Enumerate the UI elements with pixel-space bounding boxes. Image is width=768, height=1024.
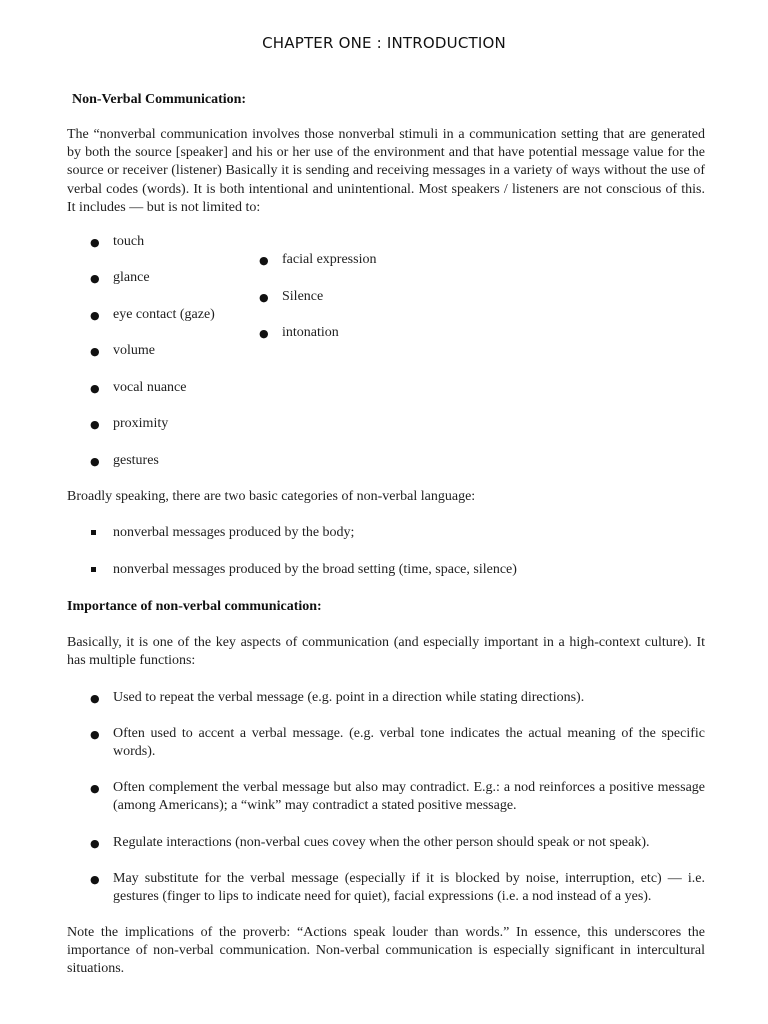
bullet-icon: ●	[90, 873, 100, 886]
bullet-icon: ●	[90, 309, 100, 322]
list-item: proximity	[113, 416, 169, 431]
bullet-icon: ●	[90, 236, 100, 249]
square-bullet-icon	[91, 530, 96, 535]
chapter-title: CHAPTER ONE : INTRODUCTION	[262, 34, 506, 52]
list-item: Silence	[282, 289, 324, 304]
list-item: gestures	[113, 453, 159, 468]
bullet-icon: ●	[90, 837, 100, 850]
categories-intro: Broadly speaking, there are two basic categories of non-verbal language:	[67, 489, 476, 504]
list-item: vocal nuance	[113, 380, 187, 395]
section-heading-importance: Importance of non-verbal communication:	[67, 599, 322, 614]
category-item: nonverbal messages produced by the body;	[113, 525, 355, 540]
bullet-icon: ●	[90, 272, 100, 285]
category-item: nonverbal messages produced by the broad setting (time, space, silence)	[113, 562, 517, 577]
list-item: volume	[113, 343, 155, 358]
function-item: Often used to accent a verbal message. (e.g. verbal tone indicates the actual meaning of the specific words).	[113, 726, 705, 760]
bullet-icon: ●	[90, 418, 100, 431]
bullet-icon: ●	[90, 345, 100, 358]
list-item: eye contact (gaze)	[113, 307, 215, 322]
bullet-icon: ●	[90, 455, 100, 468]
bullet-icon: ●	[90, 692, 100, 705]
square-bullet-icon	[91, 567, 96, 572]
bullet-icon: ●	[259, 254, 269, 267]
bullet-icon: ●	[90, 728, 100, 741]
intro-paragraph: The “nonverbal communication involves those nonverbal stimuli in a communication setting that are generated by both the source [speaker] and his or her use of the environment and that have potential message value for the source or receiver (listener) Basically it is sending and receiving messages in a variety of ways without the use of verbal codes (words). It is both intentional and unintentional. Most speakers / listeners are not conscious of this. It includes — but is not limited to:	[67, 127, 705, 215]
section-heading-nonverbal: Non-Verbal Communication:	[72, 92, 247, 107]
bullet-icon: ●	[259, 327, 269, 340]
function-item: Regulate interactions (non-verbal cues covey when the other person should speak or not speak).	[113, 835, 650, 850]
list-item: touch	[113, 234, 145, 249]
list-item: intonation	[282, 325, 339, 340]
bullet-icon: ●	[259, 291, 269, 304]
closing-paragraph: Note the implications of the proverb: “Actions speak louder than words.” In essence, this underscores the importance of non-verbal communication. Non-verbal communication is especially significant in intercultural situations.	[67, 925, 705, 977]
list-item: facial expression	[282, 252, 377, 267]
bullet-icon: ●	[90, 782, 100, 795]
bullet-icon: ●	[90, 382, 100, 395]
importance-intro: Basically, it is one of the key aspects of communication (and especially important in a high-context culture). It has multiple functions:	[67, 635, 705, 669]
function-item: May substitute for the verbal message (especially if it is blocked by noise, interruption, etc) — i.e. gestures (finger to lips to indicate need for quiet), facial expressions (i.e. a nod instead of a yes).	[113, 871, 705, 905]
function-item: Used to repeat the verbal message (e.g. point in a direction while stating directions).	[113, 690, 585, 705]
list-item: glance	[113, 270, 150, 285]
function-item: Often complement the verbal message but also may contradict. E.g.: a nod reinforces a positive message (among Americans); a “wink” may contradict a stated positive message.	[113, 780, 705, 814]
